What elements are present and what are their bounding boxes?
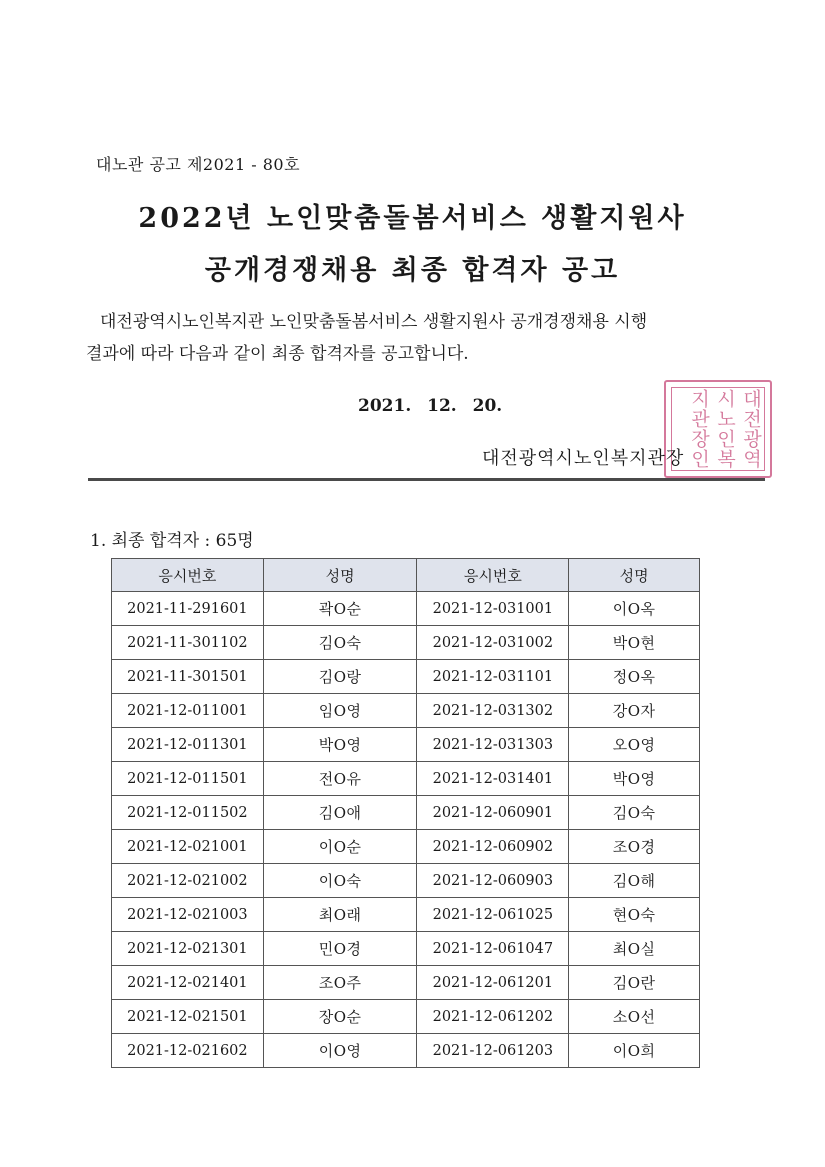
name-cell: 정O옥 bbox=[569, 660, 700, 694]
exam-number-cell: 2021-12-011501 bbox=[112, 762, 264, 796]
exam-number-cell: 2021-12-011301 bbox=[112, 728, 264, 762]
exam-number-cell: 2021-12-031401 bbox=[417, 762, 569, 796]
table-row bbox=[112, 864, 700, 898]
name-cell: 박O영 bbox=[263, 728, 417, 762]
name-cell: 민O경 bbox=[263, 932, 417, 966]
exam-number-cell: 2021-11-291601 bbox=[112, 592, 264, 626]
name-cell: 이O숙 bbox=[263, 864, 417, 898]
name-cell: 이O순 bbox=[263, 830, 417, 864]
name-cell: 전O유 bbox=[263, 762, 417, 796]
divider bbox=[88, 478, 765, 481]
exam-number-cell: 2021-12-021401 bbox=[112, 966, 264, 1000]
name-cell: 박O현 bbox=[569, 626, 700, 660]
exam-number-cell: 2021-12-021002 bbox=[112, 864, 264, 898]
table-row bbox=[112, 694, 700, 728]
exam-number-cell: 2021-11-301102 bbox=[112, 626, 264, 660]
name-cell: 오O영 bbox=[569, 728, 700, 762]
body-line-1: 대전광역시노인복지관 노인맞춤돌봄서비스 생활지원사 공개경쟁채용 시행 bbox=[100, 312, 648, 332]
header-name: 성명 bbox=[569, 559, 700, 592]
exam-number-cell: 2021-12-031101 bbox=[417, 660, 569, 694]
exam-number-cell: 2021-12-061025 bbox=[417, 898, 569, 932]
header-name: 성명 bbox=[263, 559, 417, 592]
exam-number-cell: 2021-12-031303 bbox=[417, 728, 569, 762]
table-header-row bbox=[112, 559, 700, 592]
name-cell: 최O실 bbox=[569, 932, 700, 966]
name-cell: 이O희 bbox=[569, 1034, 700, 1068]
exam-number-cell: 2021-12-060901 bbox=[417, 796, 569, 830]
results-table bbox=[111, 558, 700, 1068]
header-exam-number: 응시번호 bbox=[112, 559, 264, 592]
announcement-date: 2021. 12. 20. bbox=[358, 396, 503, 416]
section-title: 1. 최종 합격자 : 65명 bbox=[90, 531, 254, 551]
table-row bbox=[112, 1000, 700, 1034]
table-row bbox=[112, 660, 700, 694]
exam-number-cell: 2021-11-301501 bbox=[112, 660, 264, 694]
exam-number-cell: 2021-12-031001 bbox=[417, 592, 569, 626]
exam-number-cell: 2021-12-021602 bbox=[112, 1034, 264, 1068]
exam-number-cell: 2021-12-021501 bbox=[112, 1000, 264, 1034]
exam-number-cell: 2021-12-011001 bbox=[112, 694, 264, 728]
name-cell: 조O경 bbox=[569, 830, 700, 864]
name-cell: 김O랑 bbox=[263, 660, 417, 694]
exam-number-cell: 2021-12-011502 bbox=[112, 796, 264, 830]
name-cell: 장O순 bbox=[263, 1000, 417, 1034]
name-cell: 현O숙 bbox=[569, 898, 700, 932]
table-row bbox=[112, 728, 700, 762]
exam-number-cell: 2021-12-031302 bbox=[417, 694, 569, 728]
title-line-1: 2022년 노인맞춤돌봄서비스 생활지원사 bbox=[138, 203, 687, 234]
header-exam-number: 응시번호 bbox=[417, 559, 569, 592]
exam-number-cell: 2021-12-061203 bbox=[417, 1034, 569, 1068]
title-line-2: 공개경쟁채용 최종 합격자 공고 bbox=[204, 255, 621, 286]
name-cell: 김O애 bbox=[263, 796, 417, 830]
name-cell: 김O란 bbox=[569, 966, 700, 1000]
exam-number-cell: 2021-12-061201 bbox=[417, 966, 569, 1000]
table-row bbox=[112, 592, 700, 626]
name-cell: 김O해 bbox=[569, 864, 700, 898]
table-row bbox=[112, 932, 700, 966]
table-row bbox=[112, 966, 700, 1000]
exam-number-cell: 2021-12-061202 bbox=[417, 1000, 569, 1034]
table-row bbox=[112, 762, 700, 796]
exam-number-cell: 2021-12-061047 bbox=[417, 932, 569, 966]
announcement-body bbox=[86, 306, 756, 370]
table-row bbox=[112, 1034, 700, 1068]
table-row bbox=[112, 830, 700, 864]
body-line-2: 결과에 따라 다음과 같이 최종 합격자를 공고합니다. bbox=[86, 344, 469, 364]
name-cell: 곽O순 bbox=[263, 592, 417, 626]
table-row bbox=[112, 796, 700, 830]
name-cell: 이O옥 bbox=[569, 592, 700, 626]
name-cell: 박O영 bbox=[569, 762, 700, 796]
table-row bbox=[112, 898, 700, 932]
exam-number-cell: 2021-12-021003 bbox=[112, 898, 264, 932]
name-cell: 임O영 bbox=[263, 694, 417, 728]
exam-number-cell: 2021-12-060902 bbox=[417, 830, 569, 864]
name-cell: 조O주 bbox=[263, 966, 417, 1000]
seal-text: 대전광역시노인복지관장인 bbox=[671, 387, 765, 471]
exam-number-cell: 2021-12-021301 bbox=[112, 932, 264, 966]
name-cell: 소O선 bbox=[569, 1000, 700, 1034]
name-cell: 최O래 bbox=[263, 898, 417, 932]
exam-number-cell: 2021-12-060903 bbox=[417, 864, 569, 898]
name-cell: 김O숙 bbox=[569, 796, 700, 830]
exam-number-cell: 2021-12-031002 bbox=[417, 626, 569, 660]
issuer-name: 대전광역시노인복지관장 bbox=[482, 448, 685, 469]
table-row bbox=[112, 626, 700, 660]
notice-number: 대노관 공고 제2021 - 80호 bbox=[96, 155, 301, 174]
name-cell: 이O영 bbox=[263, 1034, 417, 1068]
name-cell: 김O숙 bbox=[263, 626, 417, 660]
name-cell: 강O자 bbox=[569, 694, 700, 728]
exam-number-cell: 2021-12-021001 bbox=[112, 830, 264, 864]
